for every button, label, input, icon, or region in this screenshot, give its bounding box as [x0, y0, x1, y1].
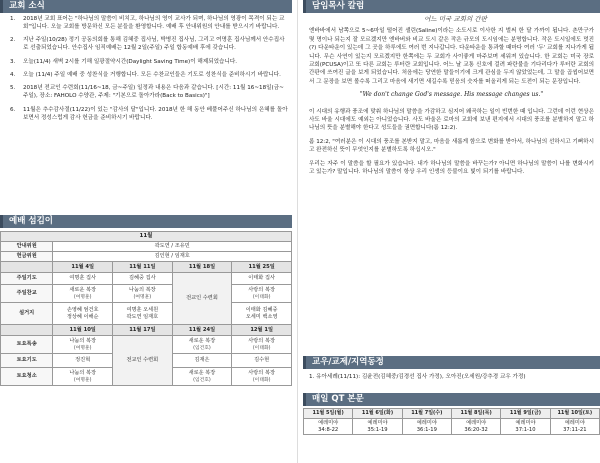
sat-clean-label: 토요청소: [1, 368, 53, 386]
sat-guide-cell: 김수현: [232, 354, 292, 368]
dishes-cell: 이태화 김혜중 오세미 백소영: [232, 303, 292, 325]
dishes-label: 설거지: [1, 303, 53, 325]
sermon-cell: [53, 285, 113, 303]
retreat-cell: 전교인 수련회: [172, 273, 232, 325]
column-paragraph: 우리는 자주 이 말씀을 할 필요가 있습니다. 내가 하나님의 말씀을 바꾸는가? 아니면 하나님의 말씀이 나를 변화시키고 있는가? 말입니다. 하나님의 말씀이 항상 우리 인생의 등불이요 빛이 되기를 바랍니다.: [309, 160, 594, 176]
month-header: 11월: [1, 232, 292, 242]
dishes-cell: 손영혜 엄건호 정상혜 이해순: [53, 303, 113, 325]
qt-passage: [451, 419, 500, 435]
news-item: [10, 106, 288, 122]
qt-verse: 36:20-32: [464, 426, 488, 433]
sat-sermon-text: 나눔의 복장: [69, 337, 97, 344]
date-cell: 11월 17일: [113, 325, 173, 336]
offering-label: 헌금위원: [1, 252, 53, 262]
qt-passage: [501, 419, 550, 435]
dishes-cell: 여명훈 오세원 곽도연 임재호: [113, 303, 173, 325]
service-title: 예배 섬김이: [9, 216, 54, 226]
qt-day: 11월 7일(수): [402, 409, 451, 419]
sat-clean-cell: [53, 368, 113, 386]
column-quote: "We don't change God's message. His message changes us.": [359, 91, 544, 99]
qt-book: 예레미야: [564, 419, 585, 426]
column-subtitle: 어느 미국 교회의 간판: [424, 15, 487, 23]
news-item: [10, 58, 288, 66]
sat-guide-cell: 정진혁: [53, 354, 113, 368]
news-text: 2018년 교회 표어는 "하나님의 말씀이 비치고, 하나님의 영이 교사가 되며, 하나님의 영광이 목격이 되는 교회"입니다. 오늘 교회를 방문하신 모든 분들을 환영합니다. 예배 후 안내위원의 안내를 받으시기 바랍니다.: [23, 16, 285, 31]
prayer-cell: 여명훈 집사: [53, 273, 113, 285]
community-num: 1.: [309, 374, 315, 380]
sat-guide-label: 토요기도: [1, 354, 53, 368]
sat-sermon-sub: (이태화): [252, 345, 271, 351]
news-number: 5.: [10, 85, 16, 92]
sat-sermon-sub: (임건호): [193, 345, 211, 351]
news-text: 2018년 전교인 수련회(11/16~18, 금~주일) 일정과 내용은 다음과 같습니다. [시간: 11월 16~18일(금~주일), 장소: FAHOLO 수양관, 주제: "기본으로 돌아가라(Back to Basics)"]: [23, 85, 284, 100]
sermon-sub: (이태화): [252, 294, 271, 300]
news-number: 4.: [10, 72, 16, 79]
sermon-cell: [113, 285, 173, 303]
date-cell: 11월 24일: [172, 325, 232, 336]
right-page: [303, 0, 600, 463]
qt-verse: 37:1-10: [515, 426, 536, 433]
community-title: 교우/교제/지역동정: [312, 357, 384, 367]
sermon-sub: (여명훈): [133, 294, 152, 300]
sermon-text: 나눔의 복장: [128, 286, 156, 293]
sat-sermon-cell: [172, 336, 232, 354]
prayer-label: 주일기도: [1, 273, 53, 285]
sat-clean-cell: [232, 368, 292, 386]
usher-value: 곽도연 / 조유민: [53, 242, 292, 252]
sat-sermon-text: 사랑의 복장: [248, 337, 275, 344]
news-text: 11월은 추수감사절(11/22)이 있는 "감사의 달"입니다. 2018년 한 해 동안 베풀어주신 하나님의 은혜를 돌아보면서 정성스럽게 감사 헌금을 준비하시기 바랍니다.: [23, 106, 288, 121]
sat-sermon-text: 새로운 복장: [188, 337, 216, 344]
sat-clean-cell: [172, 368, 232, 386]
sermon-label: 주일찬교: [1, 285, 53, 303]
sermon-cell: [232, 285, 292, 303]
qt-section: [303, 393, 600, 435]
qt-verse: 35:1-19: [367, 426, 388, 433]
news-text: 오늘(11/4) 새벽 2시를 기해 일광절약시간(Daylight Saving Time)이 해제되었습니다.: [23, 58, 238, 65]
column-paragraph: 이 시대의 유행과 풍조에 맞춰 하나님의 말씀을 가감하고 심지어 왜곡하는 일이 빈번한 때 입니다. 그런데 이런 현상은 사도 바울 시대에도 예외는 아니었습니다. 사도 바울은 로마의 교회에 보낸 편지에서 시대의 풍조를 분별하지 말고 하나님의 뜻을 분별해야 한다고 성도들을 권면합니다(롬 12:2).: [309, 108, 594, 132]
date-cell: 11월 18일: [172, 262, 232, 273]
qt-passage: [550, 419, 599, 435]
usher-label: 안내위원: [1, 242, 53, 252]
news-item: [10, 84, 288, 100]
prayer-cell: 김혜중 집사: [113, 273, 173, 285]
qt-passage: [402, 419, 451, 435]
page-divider: [297, 0, 298, 463]
qt-verse: 34:8-22: [318, 426, 339, 433]
sermon-text: 새로운 복장: [69, 286, 97, 293]
sermon-sub: (여명훈): [73, 294, 92, 300]
date-cell: 11월 25일: [232, 262, 292, 273]
news-number: 1.: [10, 16, 16, 22]
news-section: [0, 12, 292, 127]
date-cell: 11월 4일: [53, 262, 113, 273]
service-header: [0, 215, 292, 228]
date-cell: 11월 10일: [53, 325, 113, 336]
retreat-cell-2: 전교인 수련회: [113, 336, 173, 386]
news-number: 2.: [10, 37, 16, 44]
news-number: 6.: [10, 106, 16, 113]
qt-passage: [353, 419, 402, 435]
sat-sermon-sub: (여명훈): [73, 345, 92, 351]
qt-book: 예레미야: [416, 419, 437, 426]
qt-book: 예레미야: [367, 419, 388, 426]
column-paragraph: 롬 12:2, "여러분은 이 시대의 풍조를 본받지 말고, 마음을 새롭게 함으로 변화를 받아서, 하나님의 선하시고 기뻐하시고 완전하신 뜻이 무엇인지를 분별하도록 하십시오.": [309, 138, 594, 154]
community-item: [303, 369, 600, 385]
news-text: 지난 주일(10/28) 정기 공동의회를 통해 김혜중 집사님, 박병진 집사님, 그리고 여명훈 집사님께서 안수집사로 선출되었습니다. 안수집사 임직예배는 12월 2일(주일) 주일 합동예배 후에 갖습니다.: [23, 37, 285, 52]
qt-header: [303, 393, 600, 406]
blank-cell: [1, 325, 53, 336]
news-item: [10, 36, 288, 52]
sat-sermon-label: 토요특송: [1, 336, 53, 354]
news-title: 교회 소식: [9, 1, 45, 11]
sat-clean-sub: (이태화): [252, 377, 271, 383]
qt-day: 11월 5일(월): [304, 409, 353, 419]
qt-passage: [304, 419, 353, 435]
sat-clean-sub: (임건호): [193, 377, 211, 383]
qt-table: [303, 408, 600, 435]
date-cell: 11월 11일: [113, 262, 173, 273]
sat-clean-text: 사랑의 복장: [248, 369, 275, 376]
sat-sermon-cell: [232, 336, 292, 354]
sat-sermon-cell: [53, 336, 113, 354]
sat-clean-text: 나눔의 복장: [69, 369, 97, 376]
sat-guide-cell: 김재은: [172, 354, 232, 368]
prayer-cell: 이태화 집사: [232, 273, 292, 285]
column-title: 담임목사 칼럼: [312, 1, 365, 11]
column-section: [303, 12, 600, 182]
community-text: 유아세례(11/11): 김윤전(김혜중/김경선 집사 가정), 오아진(오세원/강추경 교우 가정): [316, 374, 526, 380]
column-body: [303, 12, 600, 177]
offering-value: 김인현 / 임재호: [53, 252, 292, 262]
service-table: [0, 231, 292, 386]
date-cell: 12월 1일: [232, 325, 292, 336]
qt-day: 11월 6일(화): [353, 409, 402, 419]
qt-title: 매일 QT 본문: [312, 394, 364, 404]
news-number: 3.: [10, 58, 16, 65]
qt-book: 예레미야: [466, 419, 487, 426]
column-paragraph: 엔바바에서 남쪽으로 5~6마일 떨어진 샐린(Saline)이라는 소도시로 이사한 지 벌써 한 달 가까이 됩니다. 촌만구가 몇 명이나 되는지 잘 모르겠지만 엔바버와 비교 도시 같은 작은 규모의 도시임에는 분명합니다. 작은 도시일에도 멋진(?) 다운타운이 있는데 그 곳을 하루에도 여러 번 지나갑니다. 다운타운을 통과할 때마다 여러 '두' 교회를 지나가게 됩니다. 무슨 사연이 있는지 모르겠지만 한쪽에는 두 교회가 사이좋게 마주보며 세워져 있습니다. 한 교회는 미국 장로 교회(PCUSA)이고 또 다른 교회는 루터란 교회입니다. 어느 날 교통 신호에 걸려 파란불을 기다리다가 루터란 교회의 간판에 쓰여진 글을 보게 되었습니다. 처음에는 당연한 말들이기에 크게 관심을 두지 않았었는데, 그 말을 곱씹어보면서 그 문장을 보면 볼수록 그리고 마음에 새기면 새길수록 믿음의 숫자를 떠올리게 되는 도전이 되는 문장입니다.: [309, 28, 594, 85]
qt-book: 예레미야: [318, 419, 339, 426]
news-item: [10, 15, 288, 31]
news-text: 오늘 (11/4) 주일 예배 중 성찬식을 거행합니다. 모든 수찬교인들은 기도로 성찬식을 준비하시기 바랍니다.: [23, 72, 281, 79]
news-list: [0, 12, 292, 122]
service-section: [0, 215, 292, 386]
qt-verse: 36:1-19: [416, 426, 437, 433]
left-page: [0, 0, 292, 463]
qt-day: 11월 10일(토): [550, 409, 599, 419]
qt-day: 11월 9일(금): [501, 409, 550, 419]
community-header: [303, 356, 600, 369]
sermon-text: 사랑의 복장: [248, 286, 275, 293]
sat-clean-text: 새로운 복장: [188, 369, 216, 376]
sat-clean-sub: (여명훈): [73, 377, 92, 383]
blank-cell: [1, 262, 53, 273]
community-section: [303, 356, 600, 385]
news-item: [10, 71, 288, 79]
qt-book: 예레미야: [515, 419, 536, 426]
qt-day: 11월 8일(목): [451, 409, 500, 419]
qt-verse: 37:11-21: [563, 426, 587, 433]
